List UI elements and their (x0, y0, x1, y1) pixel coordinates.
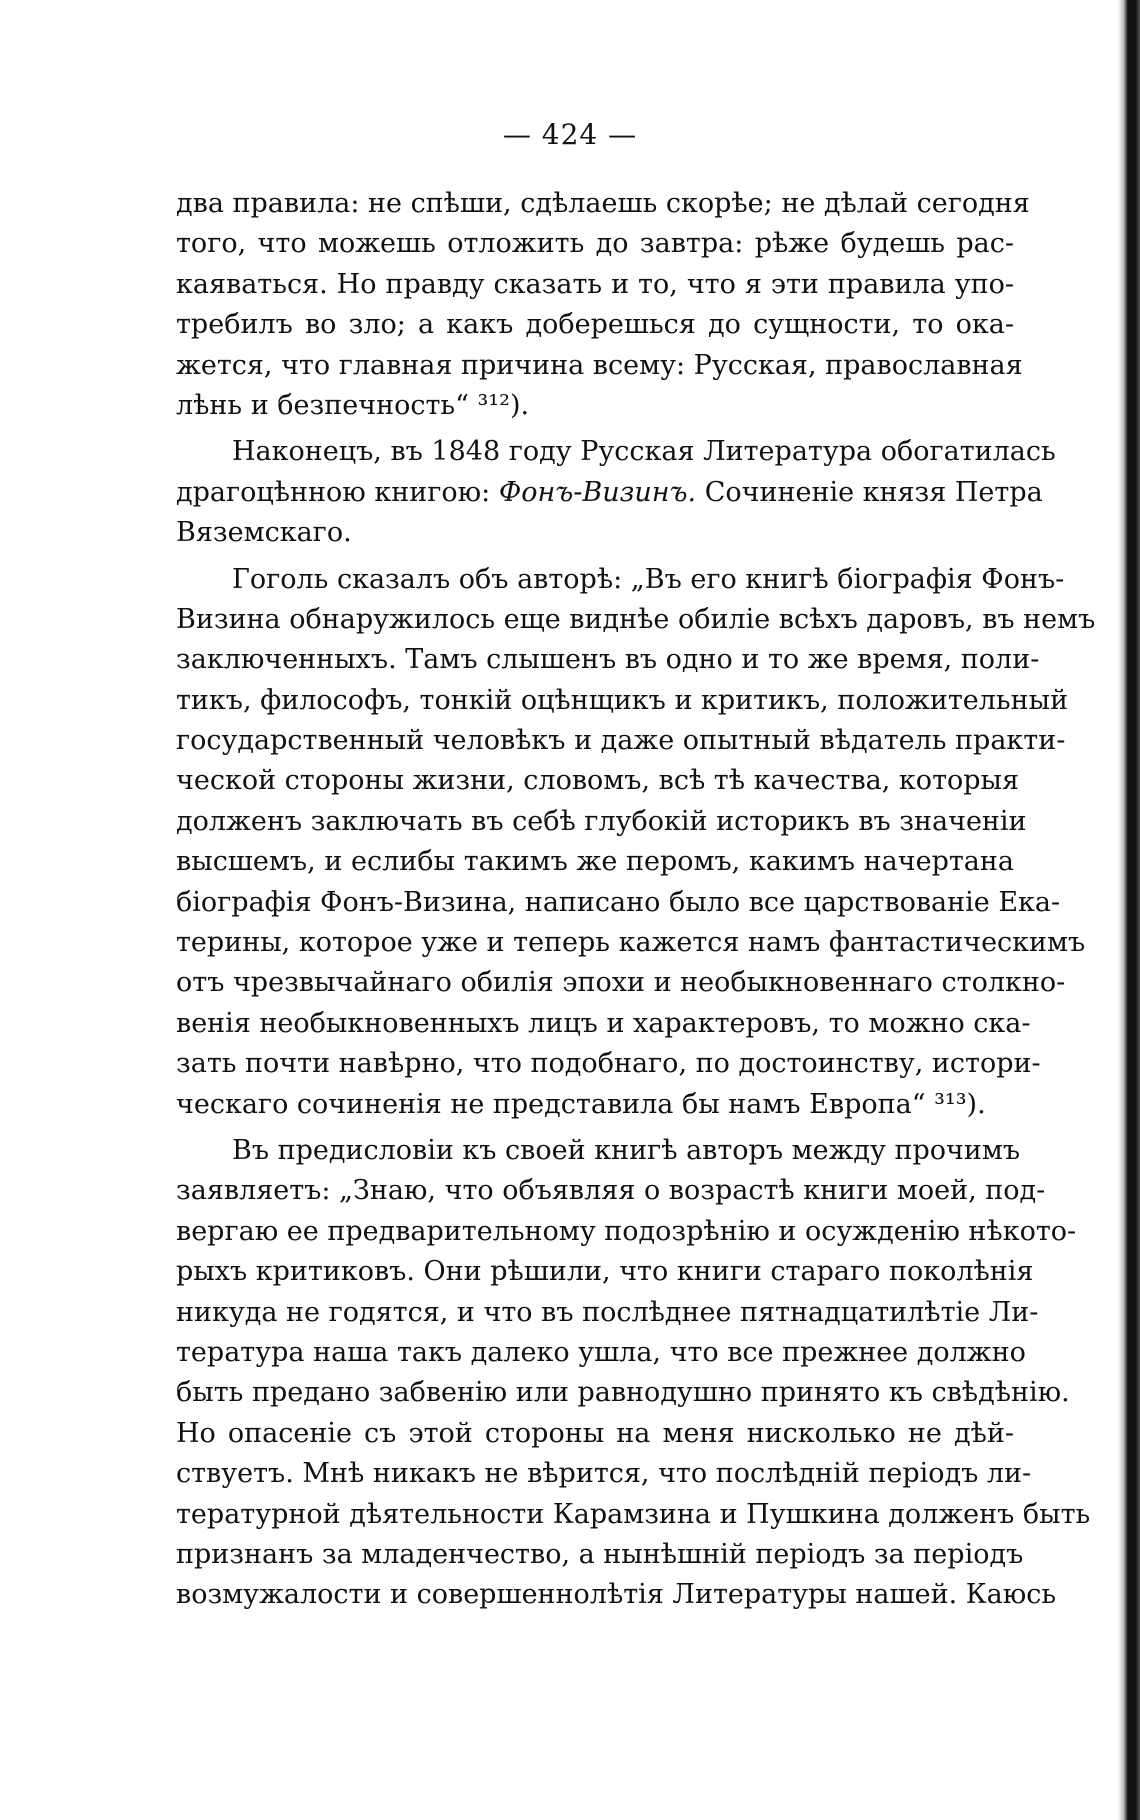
text-line: Гоголь сказалъ объ авторѣ: „Въ его книгѣ біографія Фонъ- (232, 563, 1065, 595)
text-line: Но опасеніе съ этой стороны на меня нисколько не дѣй- (176, 1417, 1014, 1449)
page-edge-shadow (1118, 0, 1140, 1820)
text-line: отъ чрезвычайнаго обилія эпохи и необыкновеннаго столкно- (176, 967, 1066, 999)
page-text (176, 184, 1096, 1616)
text-line: заключенныхъ. Тамъ слышенъ въ одно и то же время, поли- (176, 644, 1040, 676)
text-line: вергаю ее предварительному подозрѣнію и осужденію нѣкото- (176, 1215, 1077, 1247)
text-line: лѣнь и безпечность“ ³¹²). (176, 389, 530, 421)
text-line: рыхъ критиковъ. Они рѣшили, что книги стараго поколѣнія (176, 1256, 1034, 1288)
text-line: зать почти навѣрно, что подобнаго, по достоинству, истори- (176, 1048, 1041, 1080)
text-line: возмужалости и совершеннолѣтія Литературы нашей. Каюсь (176, 1579, 1057, 1611)
page-number: — 424 — (502, 118, 638, 151)
text-line: ческаго сочиненія не представила бы намъ Европа“ ³¹³). (176, 1088, 986, 1120)
text-line: того, что можешь отложить до завтра: рѣже будешь рас- (176, 228, 1014, 260)
text-line: біографія Фонъ-Визина, написано было все царствованіе Ека- (176, 886, 1061, 918)
paragraph-4 (176, 1131, 1091, 1616)
text-line: заявляетъ: „Знаю, что объявляя о возрастѣ книги моей, под- (176, 1175, 1046, 1207)
text-line: признанъ за младенчество, а нынѣшній періодъ за періодъ (176, 1538, 1024, 1570)
text-line: ствуетъ. Мнѣ никакъ не вѣрится, что послѣдній періодъ ли- (176, 1458, 1032, 1490)
text-line: жется, что главная причина всему: Русская, православная (176, 349, 1023, 381)
text-line: быть предано забвенію или равнодушно принято къ свѣдѣнію. (176, 1377, 1070, 1409)
text-line: каяваться. Но правду сказать и то, что я эти правила упо- (176, 268, 1014, 300)
text-line: венія необыкновенныхъ лицъ и характеровъ, то можно ска- (176, 1007, 1031, 1039)
text-line: Въ предисловіи къ своей книгѣ авторъ между прочимъ (232, 1134, 1021, 1166)
text-line: терины, которое уже и теперь кажется намъ фантастическимъ (176, 927, 1086, 959)
text-line: тикъ, философъ, тонкій оцѣнщикъ и критикъ, положительный (176, 684, 1069, 716)
text-line: требилъ во зло; а какъ доберешься до сущности, то ока- (176, 309, 1014, 341)
text-line: высшемъ, и еслибы такимъ же перомъ, какимъ начертана (176, 846, 1014, 878)
text-line: Вяземскаго. (176, 517, 352, 549)
text-line: ческой стороны жизни, словомъ, всѣ тѣ качества, которыя (176, 765, 1020, 797)
text-line: государственный человѣкъ и даже опытный вѣдатель практи- (176, 725, 1066, 757)
text-line: никуда не годятся, и что въ послѣднее пятнадцатилѣтіе Ли- (176, 1296, 1039, 1328)
paragraph-2 (176, 432, 1056, 553)
paragraph-1 (176, 184, 1030, 426)
text-line: два правила: не спѣши, сдѣлаешь скорѣе; не дѣлай сегодня (176, 188, 1030, 219)
paragraph-3 (176, 560, 1096, 1125)
text-line: тературной дѣятельности Карамзина и Пушкина долженъ быть (176, 1498, 1091, 1530)
text-line: долженъ заключать въ себѣ глубокій историкъ въ значеніи (176, 805, 1027, 837)
text-line: тература наша такъ далеко ушла, что все прежнее должно (176, 1336, 1026, 1368)
text-line: Визина обнаружилось еще виднѣе обиліе всѣхъ даровъ, въ немъ (176, 603, 1096, 635)
book-title-italic: Фонъ-Визинъ. (498, 476, 697, 508)
text-line: Наконецъ, въ 1848 году Русская Литература обогатилась (232, 436, 1056, 468)
text-line: драгоцѣнною книгою: Фонъ-Визинъ. Сочиненіе князя Петра (176, 476, 1043, 508)
